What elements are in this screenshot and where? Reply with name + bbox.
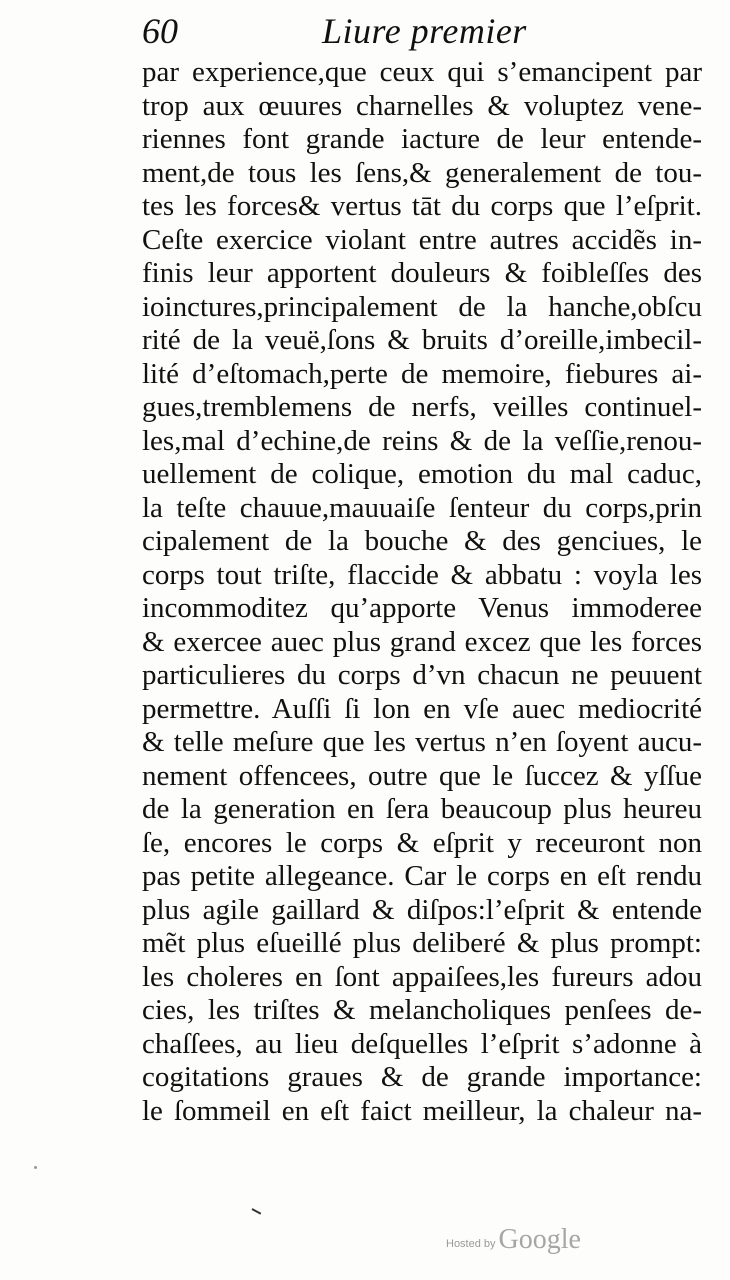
credit-brand: Google bbox=[498, 1224, 581, 1255]
text-line: rité de la veuë,ſons & bruits d’oreille,imbecil- bbox=[142, 324, 702, 356]
text-line: le ſommeil en eſt faict meilleur, la chaleur na- bbox=[142, 1094, 702, 1127]
text-line: permettre. Auſſi ſi lon en vſe auec mediocrité bbox=[142, 692, 702, 725]
text-line: cipalement de la bouche & des genciues, le bbox=[142, 525, 702, 557]
digitization-credit bbox=[446, 1216, 581, 1256]
page-number: 60 bbox=[142, 11, 178, 51]
text-line: riennes font grande iacture de leur entende- bbox=[142, 123, 702, 155]
text-line: lité d’eſtomach,perte de memoire, fiebures ai- bbox=[142, 357, 702, 390]
text-line: ioinctures,principalement de la hanche,obſcu bbox=[142, 290, 702, 323]
text-line: trop aux œuures charnelles & voluptez vene- bbox=[142, 89, 702, 122]
text-line: cogitations graues & de grande importance: bbox=[142, 1061, 702, 1093]
text-line: & exercee auec plus grand excez que les forces bbox=[142, 625, 702, 658]
text-line: ment,de tous les ſens,& generalement de tou- bbox=[142, 156, 702, 189]
text-line: mẽt plus eſueillé plus deliberé & plus prompt: bbox=[142, 927, 702, 959]
text-line: ſe, encores le corps & eſprit y receuront non bbox=[142, 826, 702, 859]
text-line: les choleres en ſont appaiſees,les fureurs adou bbox=[142, 960, 702, 993]
text-line: plus agile gaillard & diſpos:l’eſprit & entende bbox=[142, 893, 702, 926]
text-line: uellement de colique, emotion du mal caduc, bbox=[142, 458, 702, 490]
text-line: particulieres du corps d’vn chacun ne peuuent bbox=[142, 659, 702, 691]
text-line: & telle meſure que les vertus n’en ſoyent aucu- bbox=[142, 726, 702, 758]
running-title: Liure premier bbox=[322, 11, 527, 51]
text-line: Ceſte exercice violant entre autres accidẽs in- bbox=[142, 223, 702, 256]
text-line: de la generation en ſera beaucoup plus heureu bbox=[142, 793, 702, 825]
text-line: incommoditez qu’apporte Venus immoderee bbox=[142, 592, 702, 624]
text-line: cies, les triſtes & melancholiques penſees de- bbox=[142, 994, 702, 1026]
text-line: gues,tremblemens de nerfs, veilles continuel- bbox=[142, 391, 702, 423]
text-line: chaſſees, au lieu deſquelles l’eſprit s’adonne à bbox=[142, 1027, 702, 1060]
text-line: tes les forces& vertus tāt du corps que l’eſprit. bbox=[142, 190, 702, 222]
text-line: les,mal d’echine,de reins & de la veſſie,renou- bbox=[142, 424, 702, 457]
text-line: pas petite allegeance. Car le corps en eſt rendu bbox=[142, 860, 702, 892]
text-line: par experience,que ceux qui s’emancipent par bbox=[142, 56, 702, 88]
scan-speck bbox=[34, 1166, 37, 1169]
scan-stray-mark bbox=[249, 1208, 262, 1220]
credit-prefix: Hosted by bbox=[446, 1238, 496, 1250]
body-text bbox=[142, 56, 702, 1128]
text-line: la teſte chauue,mauuaiſe ſenteur du corps,prin bbox=[142, 491, 702, 524]
text-line: corps tout triſte, flaccide & abbatu : voyla les bbox=[142, 558, 702, 591]
text-line: nement offencees, outre que le ſuccez & yſſue bbox=[142, 759, 702, 792]
running-head bbox=[142, 8, 702, 54]
text-line: finis leur apportent douleurs & foibleſſes des bbox=[142, 257, 702, 289]
